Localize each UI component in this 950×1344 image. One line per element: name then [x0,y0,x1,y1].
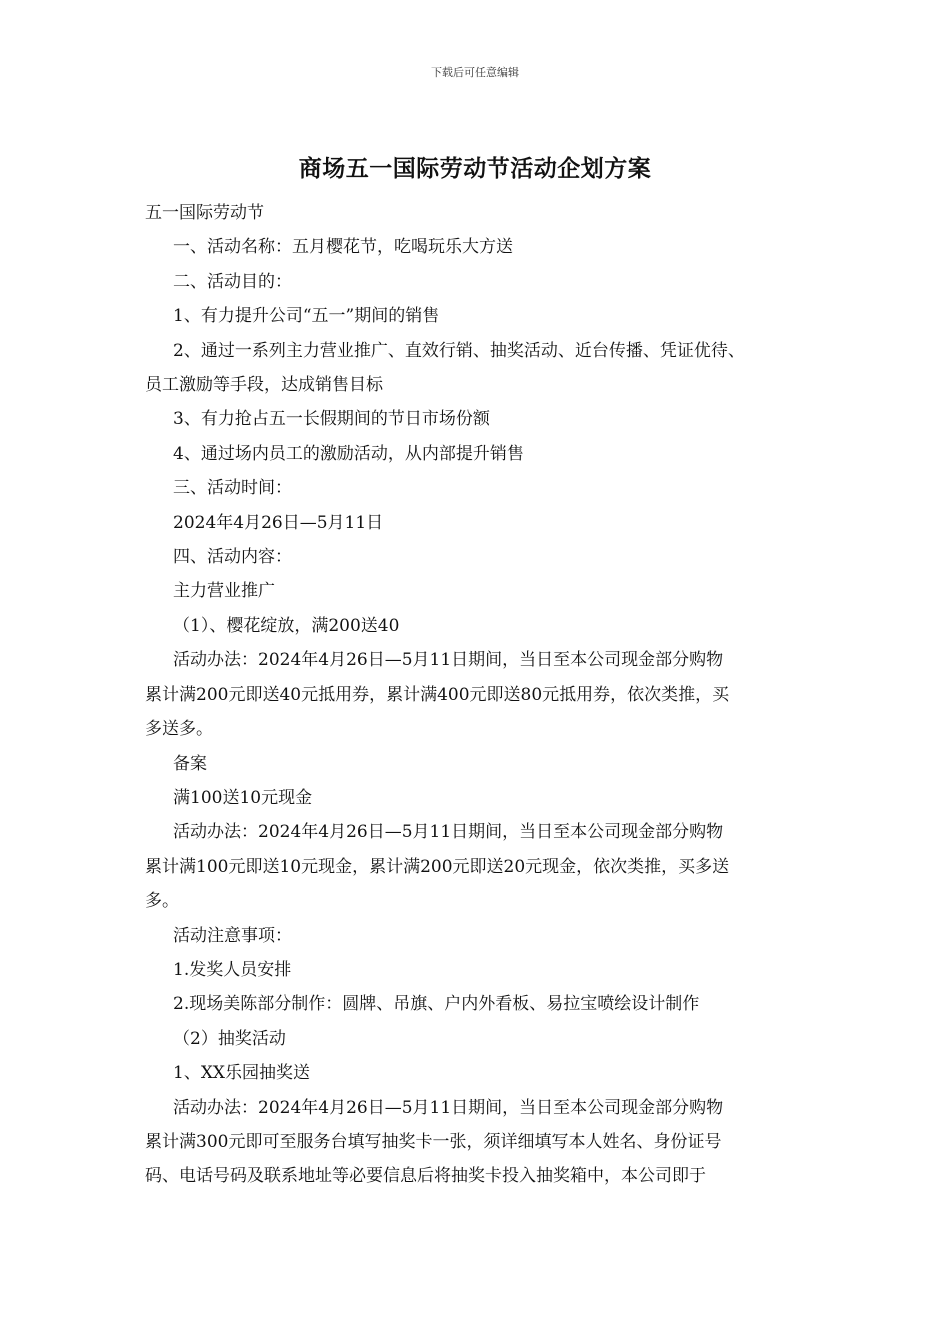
paragraph-line: 一、活动名称：五月樱花节，吃喝玩乐大方送 [173,237,513,258]
paragraph-line: 累计满300元即可至服务台填写抽奖卡一张，须详细填写本人姓名、身份证号 [145,1131,722,1152]
paragraph-line: 四、活动内容： [173,547,292,568]
paragraph-line: 2024年4月26日—5月11日 [173,512,384,533]
paragraph-line: 1.发奖人员安排 [173,959,292,980]
paragraph-line: 码、电话号码及联系地址等必要信息后将抽奖卡投入抽奖箱中，本公司即于 [145,1166,706,1187]
paragraph-line: 1、XX乐园抽奖送 [173,1063,311,1084]
paragraph-line: 多送多。 [145,719,213,740]
paragraph-line: 3、有力抢占五一长假期间的节日市场份额 [173,409,490,430]
paragraph-line: （2）抽奖活动 [173,1028,286,1049]
paragraph-line: 三、活动时间： [173,478,292,499]
paragraph-line: 主力营业推广 [173,581,275,602]
paragraph-line: 活动办法：2024年4月26日—5月11日期间，当日至本公司现金部分购物 [173,822,724,843]
document-title: 商场五一国际劳动节活动企划方案 [298,155,652,182]
paragraph-line: 活动注意事项： [173,925,292,946]
paragraph-line: 累计满100元即送10元现金，累计满200元即送20元现金，依次类推，买多送 [145,856,730,877]
paragraph-line: 五一国际劳动节 [145,203,264,223]
paragraph-line: 多。 [145,891,179,912]
paragraph-line: 员工激励等手段，达成销售目标 [145,375,383,396]
document-body [145,196,821,1194]
paragraph-line: 备案 [173,753,207,774]
paragraph-line: 满100送10元现金 [173,787,313,808]
paragraph-line: 2、通过一系列主力营业推广、直效行销、抽奖活动、近台传播、凭证优待、 [173,340,745,361]
paragraph-line: 活动办法：2024年4月26日—5月11日期间，当日至本公司现金部分购物 [173,1097,724,1118]
paragraph-line: （1）、樱花绽放，满200送40 [173,615,400,636]
paragraph-line: 活动办法：2024年4月26日—5月11日期间，当日至本公司现金部分购物 [173,650,724,671]
paragraph-line: 二、活动目的： [173,271,292,292]
paragraph-line: 累计满200元即送40元抵用券，累计满400元即送80元抵用券，依次类推，买 [145,684,730,705]
paragraph-line: 2.现场美陈部分制作：圆牌、吊旗、户内外看板、易拉宝喷绘设计制作 [173,994,700,1015]
page-header: 下载后可任意编辑 [431,66,519,79]
paragraph-line: 4、通过场内员工的激励活动，从内部提升销售 [173,443,524,464]
paragraph-line: 1、有力提升公司“五一”期间的销售 [173,306,440,327]
